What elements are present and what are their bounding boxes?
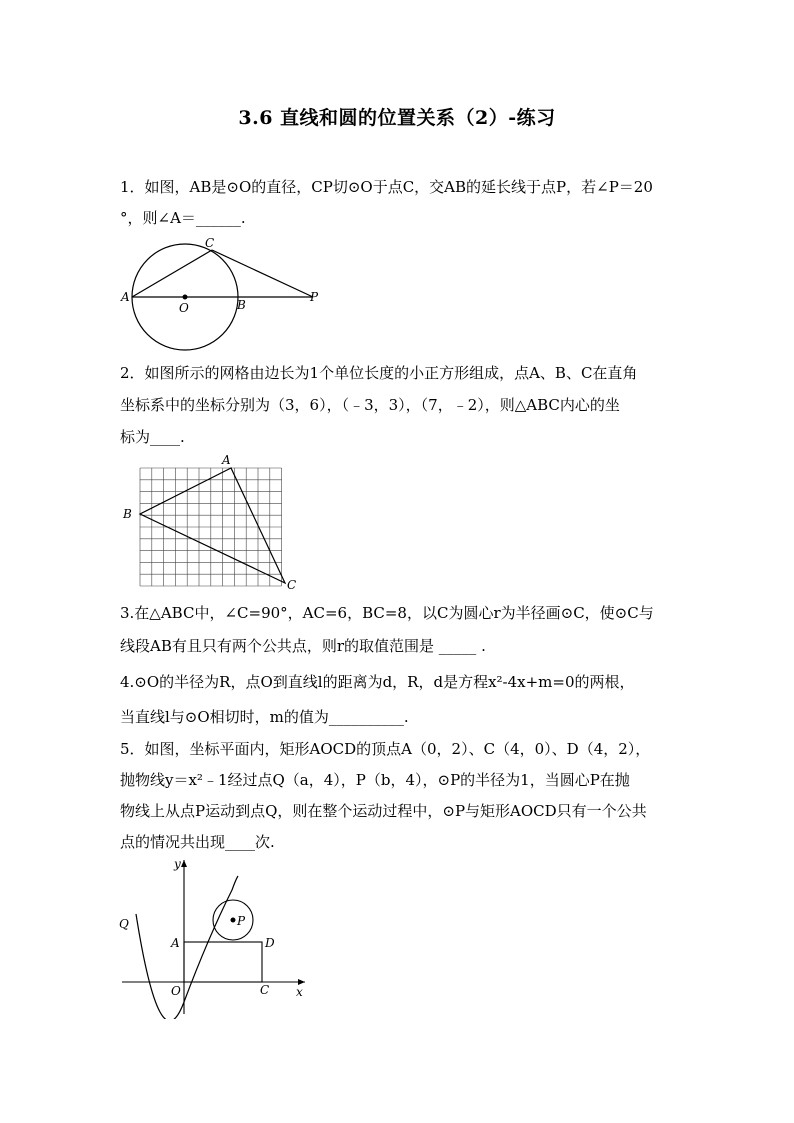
- q1-tangent-cp: [212, 250, 313, 297]
- q5-label-a: A: [171, 936, 180, 950]
- q2-label-c: C: [287, 578, 297, 592]
- q1-label-c: C: [205, 236, 215, 250]
- q1-line-2: °，则∠A＝______.: [120, 209, 246, 227]
- q1-label-a: A: [121, 290, 130, 304]
- q1-label-p: P: [310, 290, 319, 304]
- q4-line-2: 当直线l与⊙O相切时，m的值为__________.: [120, 708, 409, 726]
- q2-line-1: 2．如图所示的网格由边长为1个单位长度的小正方形组成，点A、B、C在直角: [120, 364, 638, 382]
- q5-label-p: P: [237, 914, 246, 928]
- q1-circle-figure: [118, 236, 328, 354]
- q5-label-d: D: [265, 936, 275, 950]
- q5-line-4: 点的情况共出现____次.: [120, 833, 275, 851]
- q2-label-b: B: [123, 507, 132, 521]
- q5-line-1: 5．如图，坐标平面内，矩形AOCD的顶点A（0，2）、C（4，0）、D（4，2），: [120, 740, 651, 758]
- q5-rectangle-aocd: [184, 942, 262, 982]
- q5-label-x: x: [296, 985, 303, 999]
- q2-line-3: 标为____.: [120, 428, 185, 446]
- q1-label-b: B: [237, 298, 246, 312]
- q5-parabola: [136, 876, 238, 1019]
- q2-grid-figure: [118, 450, 303, 592]
- q5-label-y: y: [174, 857, 181, 871]
- q5-y-arrow: [181, 860, 187, 867]
- q1-chord-ac: [132, 250, 212, 297]
- q5-line-3: 物线上从点P运动到点Q，则在整个运动过程中，⊙P与矩形AOCD只有一个公共: [120, 802, 647, 820]
- q3-line-2: 线段AB有且只有两个公共点，则r的取值范围是 _____ .: [120, 637, 486, 655]
- q2-line-2: 坐标系中的坐标分别为（3，6），（﹣3，3），（7，﹣2），则△ABC内心的坐: [120, 396, 620, 414]
- q5-line-2: 抛物线y＝x²﹣1经过点Q（a，4），P（b，4），⊙P的半径为1，当圆心P在抛: [120, 771, 630, 789]
- q5-label-o: O: [171, 984, 181, 998]
- q4-line-1: 4.⊙O的半径为R，点O到直线l的距离为d，R，d是方程x²-4x+m=0的两根，: [120, 673, 635, 691]
- q2-grid: [140, 468, 282, 586]
- q5-label-c: C: [260, 983, 270, 997]
- q1-line-1: 1．如图，AB是⊙O的直径，CP切⊙O于点C，交AB的延长线于点P，若∠P＝20: [120, 178, 653, 196]
- q2-triangle-abc: [140, 468, 285, 583]
- q5-point-p: [231, 918, 236, 923]
- q5-parabola-figure: [112, 854, 312, 1019]
- q1-label-o: O: [179, 301, 189, 315]
- q1-center-dot: [183, 295, 188, 300]
- q3-line-1: 3.在△ABC中，∠C=90°，AC=6，BC=8，以C为圆心r为半径画⊙C，使⊙C与: [120, 604, 654, 622]
- q5-label-q: Q: [119, 917, 129, 931]
- page-title: 3.6 直线和圆的位置关系（2）-练习: [238, 107, 556, 129]
- q2-label-a: A: [222, 453, 231, 467]
